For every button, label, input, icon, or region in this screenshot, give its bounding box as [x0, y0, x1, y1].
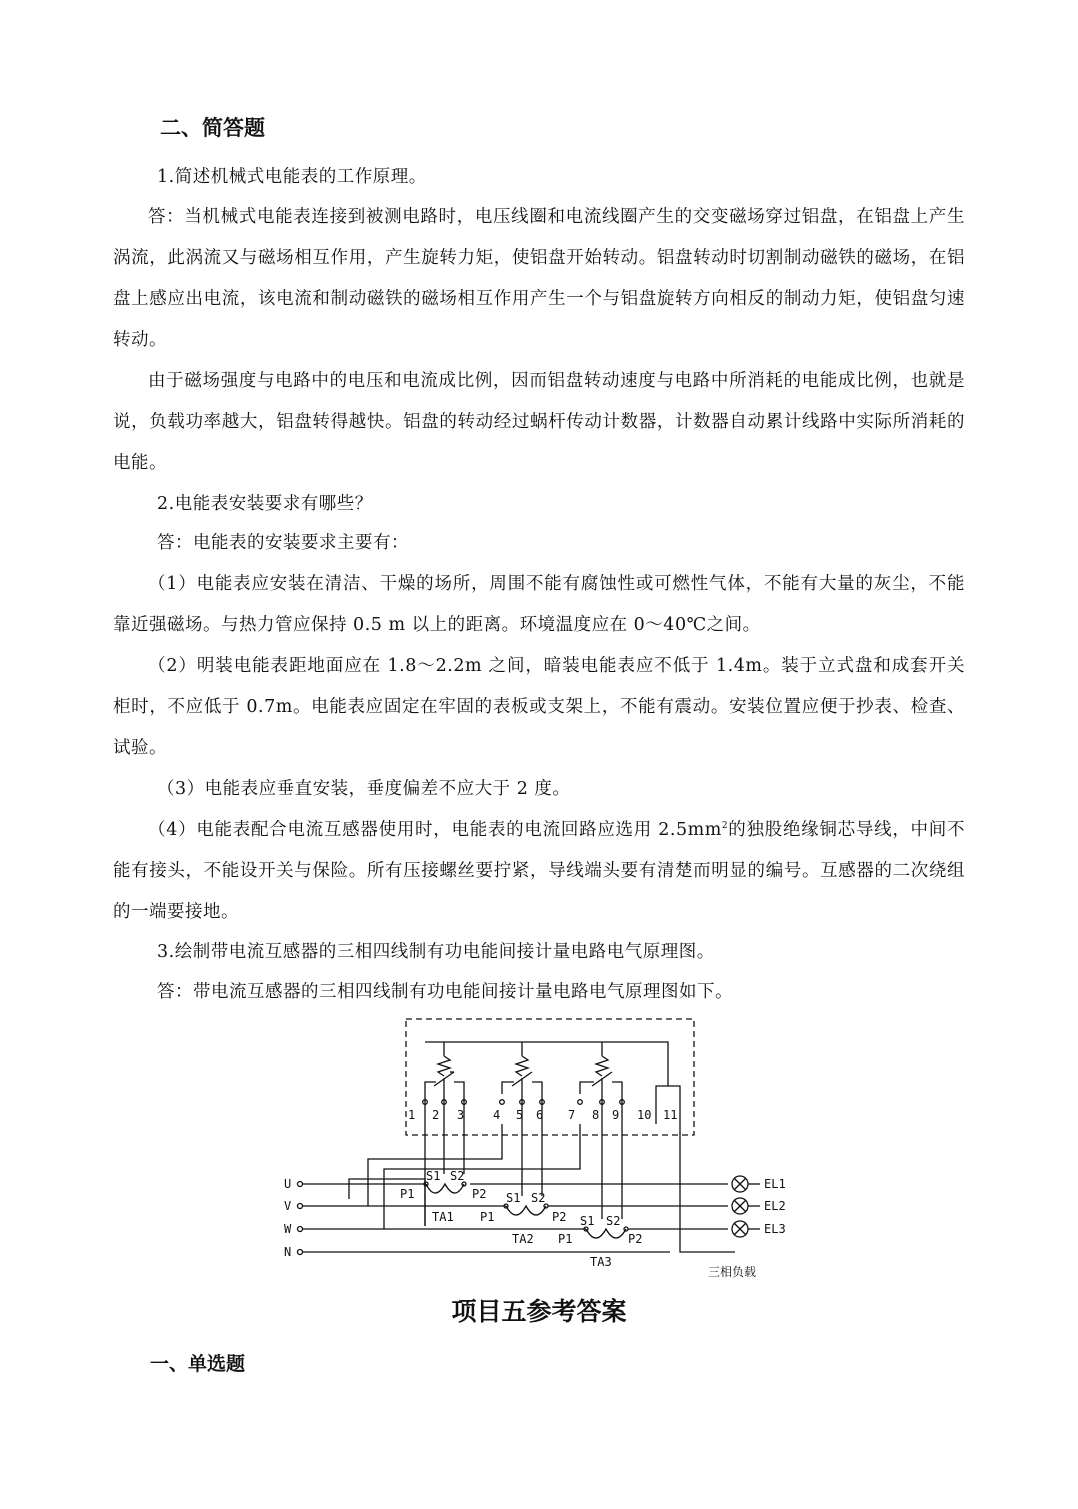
terminal-label: 9 — [612, 1108, 620, 1122]
lamp-label-el3: EL3 — [764, 1222, 786, 1236]
line-labels — [284, 1177, 292, 1259]
terminal-label: 4 — [493, 1108, 501, 1122]
ta2-label: TA2 — [512, 1232, 534, 1246]
question-2: 2.电能表安装要求有哪些？ — [157, 494, 373, 514]
ta2-s1: S1 — [506, 1191, 521, 1205]
source-terminals — [298, 1182, 303, 1255]
circuit-diagram — [280, 1014, 800, 1284]
section-heading: 二、简答题 — [160, 116, 265, 140]
answer-3: 答：带电流互感器的三相四线制有功电能间接计量电路电气原理图如下。 — [157, 982, 733, 1002]
lamp-labels — [764, 1177, 786, 1236]
question-1: 1.简述机械式电能表的工作原理。 — [157, 167, 427, 187]
ta1-s1: S1 — [426, 1169, 441, 1183]
section-heading-single-choice: 一、单选题 — [150, 1353, 246, 1375]
ta3-s1: S1 — [580, 1214, 595, 1228]
ta1-p1: P1 — [400, 1187, 415, 1201]
lamp-label-el2: EL2 — [764, 1199, 786, 1213]
answer-1-paragraph-1: 答：当机械式电能表连接到被测电路时，电压线圈和电流线圈产生的交变磁场穿过铝盘，在铝盘上产生涡流，此涡流又与磁场相互作用，产生旋转力矩，使铝盘开始转动。铝盘转动时切割制动磁铁的磁场，在铝盘上感应出电流，该电流和制动磁铁的磁场相互作用产生一个与铝盘旋转方向相反的制动力矩，使铝盘匀速转动。 — [113, 207, 965, 350]
terminal-label: 8 — [592, 1108, 600, 1122]
line-label-v: V — [284, 1199, 292, 1213]
answer-2-item-2: （2）明装电能表距地面应在 1.8～2.2m 之间，暗装电能表应不低于 1.4m。装于立式盘和成套开关柜时，不应低于 0.7m。电能表应固定在牢固的表板或支架上，不能有震动。安装位置应便于抄表、检查、试验。 — [113, 656, 965, 758]
ct-ta3 — [584, 1227, 628, 1238]
terminal-label: 3 — [457, 1108, 465, 1122]
ta1-label: TA1 — [432, 1210, 454, 1224]
terminal-label: 6 — [536, 1108, 544, 1122]
ta1-p2: P2 — [472, 1187, 487, 1201]
answer-2-item-4 — [113, 810, 965, 933]
ta2-p1: P1 — [480, 1210, 495, 1224]
ta2-s2: S2 — [531, 1191, 546, 1205]
answer-2-item-4-pre: （4）电能表配合电流互感器使用时，电能表的电流回路应选用 2.5mm — [148, 820, 722, 840]
terminal-circles — [423, 1100, 625, 1105]
ta3-label: TA3 — [590, 1255, 612, 1269]
answer-2-item-4-post: 的独股绝缘铜芯导线，中间不能有接头，不能设开关与保险。所有压接螺丝要拧紧，导线端头要有清楚而明显的编号。互感器的二次绕组的一端要接地。 — [113, 820, 966, 922]
ct-ta1 — [424, 1182, 466, 1193]
answer-2-item-3: （3）电能表应垂直安装，垂度偏差不应大于 2 度。 — [157, 779, 571, 799]
ta3-p1: P1 — [558, 1232, 573, 1246]
line-label-n: N — [284, 1245, 292, 1259]
lamp-el3 — [732, 1221, 748, 1237]
terminal-label: 7 — [568, 1108, 576, 1122]
ta3-p2: P2 — [628, 1232, 643, 1246]
load-label: 三相负载 — [708, 1265, 757, 1279]
answer-1-paragraph-2: 由于磁场强度与电路中的电压和电流成比例，因而铝盘转动速度与电路中所消耗的电能成比例，也就是说，负载功率越大，铝盘转得越快。铝盘的转动经过蜗杆传动计数器，计数器自动累计线路中实际所消耗的电能。 — [113, 371, 965, 473]
line-label-u: U — [284, 1177, 292, 1191]
project-title: 项目五参考答案 — [451, 1297, 627, 1326]
answer-2-item-1: （1）电能表应安装在清洁、干燥的场所，周围不能有腐蚀性或可燃性气体，不能有大量的灰尘，不能靠近强磁场。与热力管应保持 0.5 m 以上的距离。环境温度应在 0～40℃之间。 — [113, 574, 965, 635]
ta3-s2: S2 — [606, 1214, 621, 1228]
lamp-el2 — [732, 1198, 748, 1214]
ta2-p2: P2 — [552, 1210, 567, 1224]
terminal-label: 2 — [432, 1108, 440, 1122]
answer-2-intro: 答：电能表的安装要求主要有： — [157, 533, 409, 553]
lamp-label-el1: EL1 — [764, 1177, 786, 1191]
question-3: 3.绘制带电流互感器的三相四线制有功电能间接计量电路电气原理图。 — [157, 942, 715, 962]
ta1-s2: S2 — [450, 1169, 465, 1183]
top-bus — [425, 1042, 668, 1086]
terminal-label: 1 — [408, 1108, 416, 1122]
terminal-labels — [408, 1108, 677, 1122]
lamp-el1 — [732, 1176, 748, 1192]
terminal-label: 10 — [637, 1108, 652, 1122]
terminal-label: 11 — [663, 1108, 678, 1122]
terminal-label: 5 — [516, 1108, 524, 1122]
line-label-w: W — [284, 1222, 292, 1236]
ct-ta2 — [504, 1204, 548, 1215]
superscript-2: 2 — [721, 821, 729, 832]
